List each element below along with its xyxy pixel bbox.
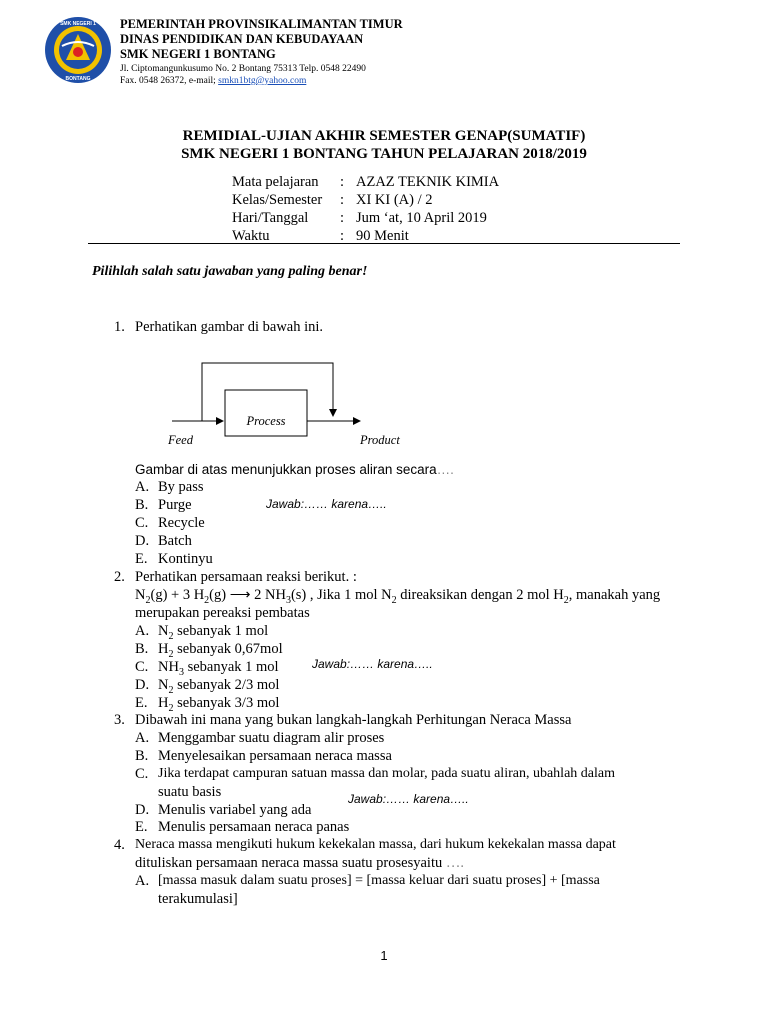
info-value: 90 Menit — [356, 228, 409, 244]
q1-stem-dots: …. — [436, 462, 454, 477]
option-letter: E. — [135, 551, 148, 567]
chem-sub: 2 — [168, 648, 174, 660]
option-text-cont: suatu basis — [158, 784, 222, 800]
option-letter: D. — [135, 802, 150, 818]
option-letter: E. — [135, 695, 148, 711]
q2-text: Perhatikan persamaan reaksi berikut. : — [135, 569, 357, 585]
info-row — [232, 173, 499, 191]
option-letter: A. — [135, 479, 150, 495]
eq-sub: 2 — [145, 594, 151, 606]
info-row — [232, 209, 499, 227]
answer-hint: Jawab:…… karena….. — [312, 657, 433, 671]
chem-sub: 2 — [168, 684, 174, 696]
option-rest: sebanyak 1 mol — [173, 623, 269, 639]
q4-number: 4. — [114, 837, 125, 853]
q1-text: Perhatikan gambar di bawah ini. — [135, 319, 324, 335]
info-label: Mata pelajaran — [232, 174, 319, 190]
info-value: AZAZ TEKNIK KIMIA — [356, 174, 500, 190]
q3-number: 3. — [114, 712, 125, 728]
fax-line — [120, 75, 366, 87]
info-label: Waktu — [232, 228, 270, 244]
option-text[interactable]: Menggambar suatu diagram alir proses — [158, 730, 385, 746]
q4-line2-dots: …. — [442, 855, 464, 871]
feed-label: Feed — [168, 433, 193, 447]
option-rest: sebanyak 3/3 mol — [173, 695, 280, 711]
option-text[interactable]: Recycle — [158, 515, 205, 531]
info-value: XI KI (A) / 2 — [356, 192, 433, 208]
option-letter: C. — [135, 515, 149, 531]
exam-info — [232, 173, 499, 245]
eq-part: , manakah yang — [568, 587, 661, 603]
option-letter: A. — [135, 730, 150, 746]
chem-sub: 3 — [178, 666, 184, 678]
option-letter: D. — [135, 533, 150, 549]
option-text[interactable] — [158, 658, 279, 676]
logo-bottom-text: BONTANG — [65, 76, 91, 82]
title-line1: REMIDIAL-UJIAN AKHIR SEMESTER GENAP(SUMATIF) — [182, 128, 586, 144]
option-letter: C. — [135, 766, 149, 782]
answer-hint: Jawab:…… karena….. — [348, 792, 469, 806]
eq-sub: 2 — [204, 594, 210, 606]
chem-sub: 2 — [168, 630, 174, 642]
q1-stem — [135, 461, 454, 479]
info-sep: : — [340, 174, 345, 190]
chem-symbol: H — [158, 641, 169, 657]
address-line: Jl. Ciptomangunkusumo No. 2 Bontang 75313 Telp. 0548 22490 — [120, 64, 366, 74]
title-line2: SMK NEGERI 1 BONTANG TAHUN PELAJARAN 2018/2019 — [181, 146, 587, 162]
answer-hint: Jawab:…… karena….. — [266, 497, 387, 511]
option-letter: B. — [135, 748, 149, 764]
info-value: Jum ‘at, 10 April 2019 — [356, 210, 487, 226]
q2-number: 2. — [114, 569, 125, 585]
eq-part: N — [135, 587, 146, 603]
q1-number: 1. — [114, 319, 125, 335]
option-text[interactable]: Jika terdapat campuran satuan massa dan molar, pada suatu aliran, ubahlah dalam — [158, 766, 615, 781]
q4-line2-text: dituliskan persamaan neraca massa suatu prosesyaitu — [135, 855, 443, 871]
option-text[interactable]: [massa masuk dalam suatu proses] = [massa keluar dari suatu proses] + [massa — [158, 873, 600, 888]
chem-symbol: H — [158, 695, 169, 711]
q4-text-line1: Neraca massa mengikuti hukum kekekalan massa, dari hukum kekekalan massa dapat — [135, 837, 616, 852]
q1-stem-text: Gambar di atas menunjukkan proses aliran secara — [135, 462, 437, 477]
page-number: 1 — [380, 948, 388, 963]
option-text[interactable]: Batch — [158, 533, 192, 549]
option-letter: B. — [135, 497, 149, 513]
option-rest: sebanyak 0,67mol — [173, 641, 283, 657]
process-box — [225, 390, 307, 436]
chem-sub: 2 — [168, 702, 174, 714]
eq-part: (s) , Jika 1 mol N — [290, 587, 392, 603]
fax-text: Fax. 0548 26372, e-mail; — [120, 76, 219, 86]
option-text[interactable] — [158, 640, 283, 658]
product-label: Product — [360, 433, 400, 447]
option-text[interactable]: By pass — [158, 479, 204, 495]
option-rest: sebanyak 2/3 mol — [173, 677, 280, 693]
option-text[interactable] — [158, 676, 279, 694]
school-logo — [44, 16, 112, 84]
recycle-stream — [202, 363, 333, 421]
chem-symbol: N — [158, 677, 169, 693]
option-text[interactable]: Menulis persamaan neraca panas — [158, 819, 350, 835]
option-rest: sebanyak 1 mol — [183, 659, 279, 675]
eq-part: (g) ⟶ 2 NH — [209, 587, 286, 603]
eq-part: direaksikan dengan 2 mol H — [396, 587, 564, 603]
eq-part: (g) + 3 H — [150, 587, 205, 603]
option-text[interactable]: Kontinyu — [158, 551, 213, 567]
info-sep: : — [340, 210, 345, 226]
header-line2: DINAS PENDIDIKAN DAN KEBUDAYAAN — [120, 32, 364, 46]
header-line3: SMK NEGERI 1 BONTANG — [120, 47, 276, 61]
info-row — [232, 191, 499, 209]
logo-top-text: SMK NEGERI 1 — [60, 21, 96, 27]
option-text-cont: terakumulasi] — [158, 891, 238, 907]
chem-symbol: NH — [158, 659, 179, 675]
option-letter: A. — [135, 623, 150, 639]
option-letter: C. — [135, 659, 149, 675]
eq-sub: 2 — [563, 594, 569, 606]
header-address — [120, 63, 366, 87]
header-divider — [88, 243, 680, 244]
exam-title — [0, 127, 768, 163]
q4-text-line2 — [135, 854, 464, 872]
option-letter: A. — [135, 873, 150, 889]
chem-symbol: N — [158, 623, 169, 639]
header-line1: PEMERINTAH PROVINSIKALIMANTAN TIMUR — [120, 17, 403, 31]
info-sep: : — [340, 192, 345, 208]
process-label: Process — [246, 414, 286, 428]
instruction: Pilihlah salah satu jawaban yang paling benar! — [92, 264, 368, 279]
option-text[interactable]: Menulis variabel yang ada — [158, 802, 312, 818]
info-label: Kelas/Semester — [232, 192, 323, 208]
q2-text-line2: merupakan pereaksi pembatas — [135, 605, 310, 621]
info-label: Hari/Tanggal — [232, 210, 309, 226]
eq-sub: 3 — [285, 594, 291, 606]
option-letter: E. — [135, 819, 148, 835]
option-text[interactable]: Purge — [158, 497, 192, 513]
eq-sub: 2 — [391, 594, 397, 606]
option-text[interactable]: Menyelesaikan persamaan neraca massa — [158, 748, 392, 764]
option-text[interactable] — [158, 694, 279, 712]
header-org — [120, 17, 403, 62]
info-sep: : — [340, 228, 345, 244]
option-text[interactable] — [158, 622, 268, 640]
process-diagram — [150, 352, 440, 462]
option-letter: B. — [135, 641, 149, 657]
q2-equation — [135, 586, 660, 604]
q3-text: Dibawah ini mana yang bukan langkah-langkah Perhitungan Neraca Massa — [135, 712, 572, 728]
option-letter: D. — [135, 677, 150, 693]
email-link[interactable]: smkn1btg@yahoo.com — [218, 76, 307, 86]
